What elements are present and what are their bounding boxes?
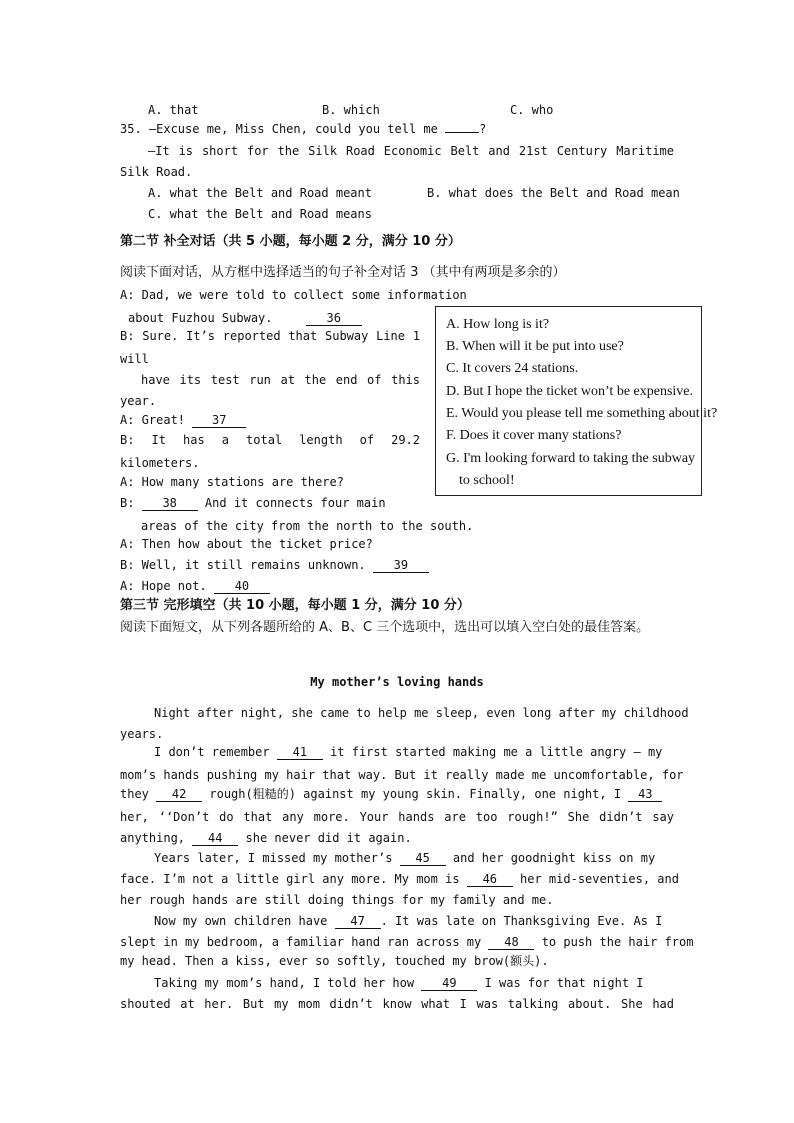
p2-line-1-text-b: it first started making me a little angry — my [330, 745, 663, 759]
dialogue-line-15 [120, 579, 270, 594]
section3-heading: 第三节 完形填空（共 10 小题，每小题 1 分，满分 10 分） [120, 598, 470, 613]
option-b: B. When will it be put into use? [446, 339, 624, 354]
p3-line-2-text-b: her mid-seventies, and [520, 872, 679, 886]
dialogue-line-7 [120, 413, 246, 428]
blank-45[interactable]: 45 [400, 852, 446, 866]
p5-line-1-text-b: I was for that night I [484, 976, 644, 990]
option-c: C. It covers 24 stations. [446, 361, 579, 376]
q35-prompt [120, 121, 486, 136]
dialogue-line-15-text: A: Hope not. [120, 579, 207, 593]
dialogue-line-2 [128, 311, 362, 326]
p4-line-1 [154, 914, 662, 929]
p3-line-1-text-b: and her goodnight kiss on my [452, 851, 656, 865]
dialogue-line-2-text: about Fuzhou Subway. [128, 311, 273, 325]
p3-line-3: her rough hands are still doing things for my family and me. [120, 893, 554, 907]
dialogue-line-6: year. [120, 394, 157, 408]
dialogue-line-11 [120, 496, 386, 511]
dialogue-line-8: B: It has a total length of 29.2 [120, 433, 420, 447]
dialogue-line-14-text: B: Well, it still remains unknown. [120, 558, 366, 572]
p4-line-2-text-b: to push the hair from [541, 935, 694, 949]
section2-heading: 第二节 补全对话（共 5 小题，每小题 2 分，满分 10 分） [120, 234, 461, 249]
blank-46[interactable]: 46 [467, 873, 513, 887]
section3-instruction: 阅读下面短文，从下列各题所给的 A、B、C 三个选项中，选出可以填入空白处的最佳答案。 [120, 620, 650, 635]
q34-option-b: B. which [322, 103, 380, 117]
p2-line-5-text-a: anything, [120, 831, 186, 845]
q35-prompt-end: ? [479, 122, 487, 136]
p5-line-2: shouted at her. But my mom didn’t know what I was talking about. She had [120, 997, 674, 1011]
option-d: D. But I hope the ticket won’t be expensive. [446, 384, 694, 399]
dialogue-line-9: kilometers. [120, 456, 200, 470]
dialogue-line-5: have its test run at the end of this [141, 373, 420, 387]
option-a: A. How long is it? [446, 317, 550, 332]
p4-line-3: my head. Then a kiss, ever so softly, touched my brow(额头). [120, 954, 549, 968]
dialogue-line-10: A: How many stations are there? [120, 475, 344, 489]
section2-instruction: 阅读下面对话，从方框中选择适当的句子补全对话 3 （其中有两项是多余的） [120, 265, 566, 280]
blank-40[interactable]: 40 [214, 580, 270, 594]
p1-line-2: years. [120, 727, 164, 741]
p2-line-1-text-a: I don’t remember [154, 745, 270, 759]
p2-line-4: her, ‘‘Don’t do that any more. Your hands are too rough!” She didn’t say [120, 810, 674, 824]
blank-38[interactable]: 38 [142, 497, 198, 511]
blank-41[interactable]: 41 [277, 746, 323, 760]
blank-42[interactable]: 42 [156, 788, 202, 802]
blank-37[interactable]: 37 [192, 414, 246, 428]
p2-line-1 [154, 745, 662, 760]
dialogue-line-7-text: A: Great! [120, 413, 186, 427]
option-e: E. Would you please tell me something about it? [446, 406, 718, 421]
q35-option-b: B. what does the Belt and Road mean [427, 186, 680, 200]
p5-line-1-text-a: Taking my mom’s hand, I told her how [154, 976, 415, 990]
q35-blank[interactable] [445, 121, 479, 133]
options-box [435, 306, 718, 496]
p2-line-3-text-b: rough(粗糙的) against my young skin. Finally, one night, I [209, 787, 622, 801]
q34-option-a: A. that [148, 103, 199, 117]
blank-36[interactable]: 36 [306, 312, 362, 326]
dialogue-line-4: will [120, 352, 149, 366]
q35-option-c: C. what the Belt and Road means [148, 207, 372, 221]
q35-prompt-text: 35. —Excuse me, Miss Chen, could you tell me [120, 122, 438, 136]
p4-line-1-text-a: Now my own children have [154, 914, 328, 928]
dialogue-line-14 [120, 558, 429, 573]
p2-line-3-text-a: they [120, 787, 149, 801]
q35-answer-line-2: Silk Road. [120, 165, 193, 179]
p4-line-2 [120, 935, 693, 950]
p3-line-1 [154, 851, 655, 866]
p3-line-2-text-a: face. I’m not a little girl any more. My mom is [120, 872, 460, 886]
blank-39[interactable]: 39 [373, 559, 429, 573]
dialogue-line-13: A: Then how about the ticket price? [120, 537, 373, 551]
dialogue-line-11-text: And it connects four main [204, 496, 386, 510]
p2-line-2: mom’s hands pushing my hair that way. But it really made me uncomfortable, for [120, 768, 684, 782]
blank-47[interactable]: 47 [335, 915, 381, 929]
dialogue-line-12: areas of the city from the north to the south. [141, 519, 474, 533]
option-f: F. Does it cover many stations? [446, 428, 622, 443]
p2-line-5-text-b: she never did it again. [245, 831, 412, 845]
p5-line-1 [154, 976, 644, 991]
p2-line-5 [120, 831, 412, 846]
q35-answer-line-1: —It is short for the Silk Road Economic Belt and 21st Century Maritime [148, 144, 674, 158]
p3-line-2 [120, 872, 679, 887]
blank-49[interactable]: 49 [421, 977, 477, 991]
blank-43[interactable]: 43 [628, 788, 662, 802]
p2-line-3 [120, 787, 662, 802]
blank-48[interactable]: 48 [488, 936, 534, 950]
option-g-continued: to school! [459, 473, 515, 488]
dialogue-line-3: B: Sure. It’s reported that Subway Line 1 [120, 329, 420, 343]
blank-44[interactable]: 44 [192, 832, 238, 846]
p4-line-1-text-b: . It was late on Thanksgiving Eve. As I [380, 914, 663, 928]
q34-option-c: C. who [510, 103, 554, 117]
q35-option-a: A. what the Belt and Road meant [148, 186, 372, 200]
option-g: G. I'm looking forward to taking the subway [446, 451, 696, 466]
passage-title: My mother’s loving hands [310, 675, 484, 689]
p1-line-1: Night after night, she came to help me sleep, even long after my childhood [154, 706, 689, 720]
p3-line-1-text-a: Years later, I missed my mother’s [154, 851, 393, 865]
dialogue-line-11-speaker: B: [120, 496, 135, 510]
p4-line-2-text-a: slept in my bedroom, a familiar hand ran across my [120, 935, 482, 949]
dialogue-line-1: A: Dad, we were told to collect some information [120, 288, 467, 302]
